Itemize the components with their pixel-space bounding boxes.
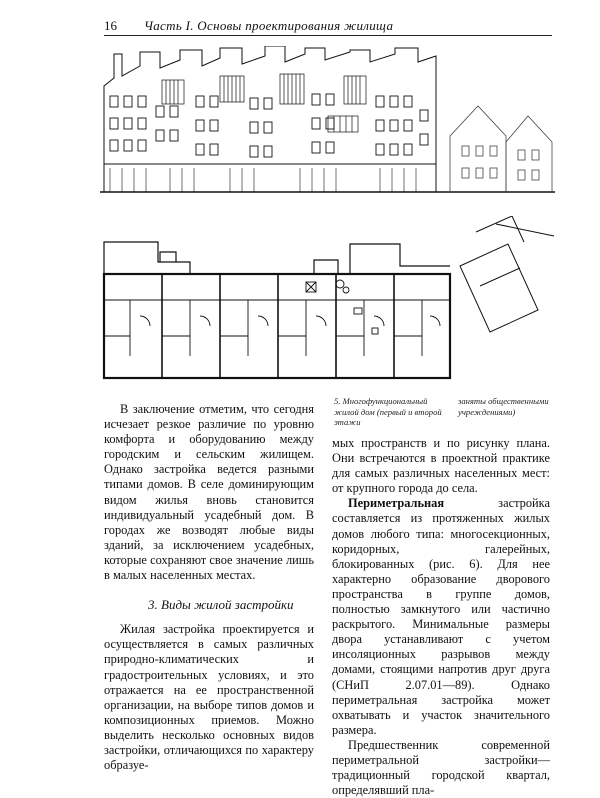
- section-heading: 3. Виды жилой застройки: [148, 597, 294, 613]
- running-title: Часть I. Основы проектирования жилища: [144, 18, 394, 33]
- left-paragraph-2: Жилая застройка проектируется и осуществляется в самых различных природно-климатических и градостроительных условиях, и это отражается на ее пространственной организации, на выборе типов домов и композиционных приемов. Можно выделить несколько основных видов застройки, отличающихся по характеру образуе-: [104, 622, 314, 773]
- left-column: [104, 402, 314, 773]
- right-paragraph-2: [332, 496, 550, 738]
- figure-caption-left: 5. Многофункциональный жилой дом (первый и второй этажи: [334, 396, 442, 427]
- right-paragraph-1: мых пространств и по рисунку плана. Они встречаются в проектной практике для самых различных населенных мест: от крупного города до села.: [332, 436, 550, 496]
- floor-plan-drawing: [100, 216, 555, 386]
- right-paragraph-3: Предшественник современной периметральной застройки—традиционный городской квартал, определявший пла-: [332, 737, 550, 798]
- page-header: [104, 18, 552, 38]
- figure-caption-right: заняты общественными учреждениями): [458, 396, 549, 417]
- right-paragraph-2-text: застройка составляется из протяженных жилых домов любого типа: многосекционных, коридорных, галерейных, блокированных (рис. 6). Для нее характерно образование дворового пространства в группе домов, полностью замкнутого или частично раскрытого. Минимальные размеры двора устанавливают с учетом инсоляционных разрывов между домами, стоящими напротив друг друга (СНиП 2.07.01—89). Однако периметральная застройка может охватывать и участок значительного размера.: [332, 496, 550, 737]
- term-perimeter: Периметральная: [348, 496, 445, 511]
- header-rule: [104, 35, 552, 36]
- right-column: [332, 436, 550, 798]
- left-paragraph-1: В заключение отметим, что сегодня исчезает резкое различие по уровню комфорта и оборудованию между городским и сельским жилищем. Однако застройка ведется разными типами домов. В селе доминирующим видом жилья вновь становится индивидуальный усадебный дом. В городах же возводят любые виды зданий, за исключением усадебных, которые сохраняют свое значение лишь в малых населенных местах.: [104, 402, 314, 583]
- facade-elevation-drawing: [100, 46, 555, 198]
- page-number: 16: [104, 18, 117, 33]
